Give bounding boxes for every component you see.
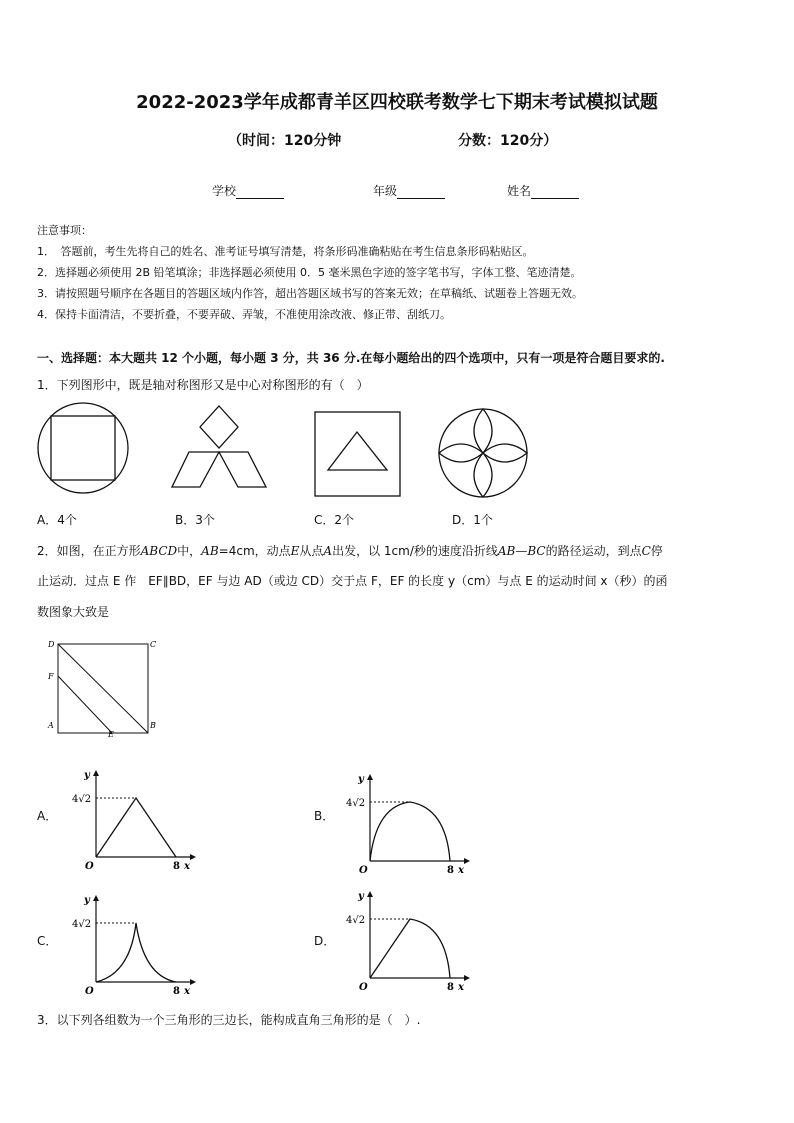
q2-square-figure xyxy=(40,634,170,740)
y-axis-arrow xyxy=(93,895,99,901)
q2-option-d[interactable]: D． xyxy=(314,934,336,948)
q1-option-b[interactable]: B．3个 xyxy=(175,513,215,527)
x-end-label: 8 xyxy=(173,986,180,995)
label-C: C xyxy=(150,640,157,649)
x-end-label: 8 xyxy=(173,861,180,870)
q1-figure-d xyxy=(439,409,527,497)
q1-figure-c xyxy=(315,412,400,496)
x-end-label: 8 xyxy=(447,865,454,874)
section-1-heading: 一、选择题：本大题共 12 个小题，每小题 3 分，共 36 分.在每小题给出的四个选项中，只有一项是符合题目要求的. xyxy=(37,351,665,365)
origin-label: O xyxy=(85,861,94,870)
q2-stem-line-2: 止运动．过点 E 作 EF∥BD，EF 与边 AD（或边 CD）交于点 F，EF 的长度 y（cm）与点 E 的运动时间 x（秒）的函 xyxy=(37,574,668,588)
origin-label: O xyxy=(85,986,94,995)
origin-label: O xyxy=(359,982,368,991)
score-label: 分数：120分） xyxy=(458,133,558,149)
note-item-4: 4．保持卡面清洁，不要折叠，不要弄破、弄皱，不准使用涂改液、修正带、刮纸刀。 xyxy=(37,308,451,321)
x-axis-label: x xyxy=(184,986,190,995)
y-axis-label: y xyxy=(358,891,364,902)
x-axis-label: x xyxy=(458,982,464,991)
q2-graph-a xyxy=(62,762,202,870)
grade-blank[interactable] xyxy=(397,186,445,199)
y-max-label: 4√2 xyxy=(346,915,366,926)
q2-graph-c xyxy=(62,887,202,995)
y-max-label: 4√2 xyxy=(346,798,366,809)
q2-graph-b xyxy=(336,766,476,874)
q2-stem-line-3: 数图象大致是 xyxy=(37,605,110,619)
x-axis-label: x xyxy=(184,861,190,870)
x-axis-arrow xyxy=(464,975,470,981)
q1-stem: 1．下列图形中，既是轴对称图形又是中心对称图形的有（ ） xyxy=(37,378,369,392)
page-title: 2022-2023学年成都青羊区四校联考数学七下期末考试模拟试题 xyxy=(136,92,658,113)
note-item-1: 1． 答题前，考生先将自己的姓名、准考证号填写清楚，将条形码准确粘贴在考生信息条形码粘贴区。 xyxy=(37,245,534,258)
x-axis-label: x xyxy=(458,865,464,874)
q2-stem-line-1: 2．如图，在正方形ABCD中，AB=4cm，动点E从点A出发，以 1cm/秒的速度沿折线AB—BC的路径运动，到点C停 xyxy=(37,544,663,558)
y-max-label: 4√2 xyxy=(72,794,92,805)
note-item-2: 2．选择题必须使用 2B 铅笔填涂；非选择题必须使用 0．5 毫米黑色字迹的签字笔书写，字体工整、笔迹清楚。 xyxy=(37,266,582,279)
y-axis-arrow xyxy=(93,770,99,776)
x-axis-arrow xyxy=(190,979,196,985)
grade-label: 年级 xyxy=(373,184,398,198)
grade-field[interactable] xyxy=(373,182,445,199)
q1-option-a[interactable]: A．4个 xyxy=(37,513,77,527)
name-blank[interactable] xyxy=(531,186,579,199)
q2-graph-d xyxy=(336,883,476,991)
school-blank[interactable] xyxy=(236,186,284,199)
label-B: B xyxy=(150,721,156,730)
q1-option-c[interactable]: C．2个 xyxy=(314,513,355,527)
y-axis-label: y xyxy=(358,774,364,785)
y-axis-label: y xyxy=(84,895,90,906)
label-D: D xyxy=(48,640,55,649)
q1-figure-a xyxy=(38,403,128,493)
q2-option-a[interactable]: A． xyxy=(37,809,58,823)
time-label: （时间：120分钟 xyxy=(228,133,342,149)
function-curve xyxy=(370,802,450,861)
label-E: E xyxy=(108,730,114,739)
y-axis-arrow xyxy=(367,891,373,897)
school-field[interactable] xyxy=(212,182,284,199)
y-axis-arrow xyxy=(367,774,373,780)
q2-option-c[interactable]: C． xyxy=(37,934,58,948)
q1-figure-b xyxy=(172,406,266,487)
q1-figures xyxy=(0,400,794,500)
school-label: 学校 xyxy=(212,184,237,198)
label-A: A xyxy=(48,721,54,730)
name-field[interactable] xyxy=(507,182,579,199)
x-end-label: 8 xyxy=(447,982,454,991)
y-max-label: 4√2 xyxy=(72,919,92,930)
q3-stem: 3．以下列各组数为一个三角形的三边长，能构成直角三角形的是（ ）. xyxy=(37,1013,421,1027)
notes-heading: 注意事项： xyxy=(37,224,92,237)
x-axis-arrow xyxy=(464,858,470,864)
x-axis-arrow xyxy=(190,854,196,860)
function-curve xyxy=(370,919,450,978)
note-item-3: 3．请按照题号顺序在各题目的答题区域内作答，超出答题区域书写的答案无效；在草稿纸、试题卷上答题无效。 xyxy=(37,287,583,300)
label-F: F xyxy=(48,672,54,681)
y-axis-label: y xyxy=(84,770,90,781)
function-curve xyxy=(96,798,176,857)
q2-option-b[interactable]: B． xyxy=(314,809,335,823)
q1-option-d[interactable]: D．1个 xyxy=(452,513,493,527)
origin-label: O xyxy=(359,865,368,874)
name-label: 姓名 xyxy=(507,184,532,198)
function-curve xyxy=(96,923,176,982)
